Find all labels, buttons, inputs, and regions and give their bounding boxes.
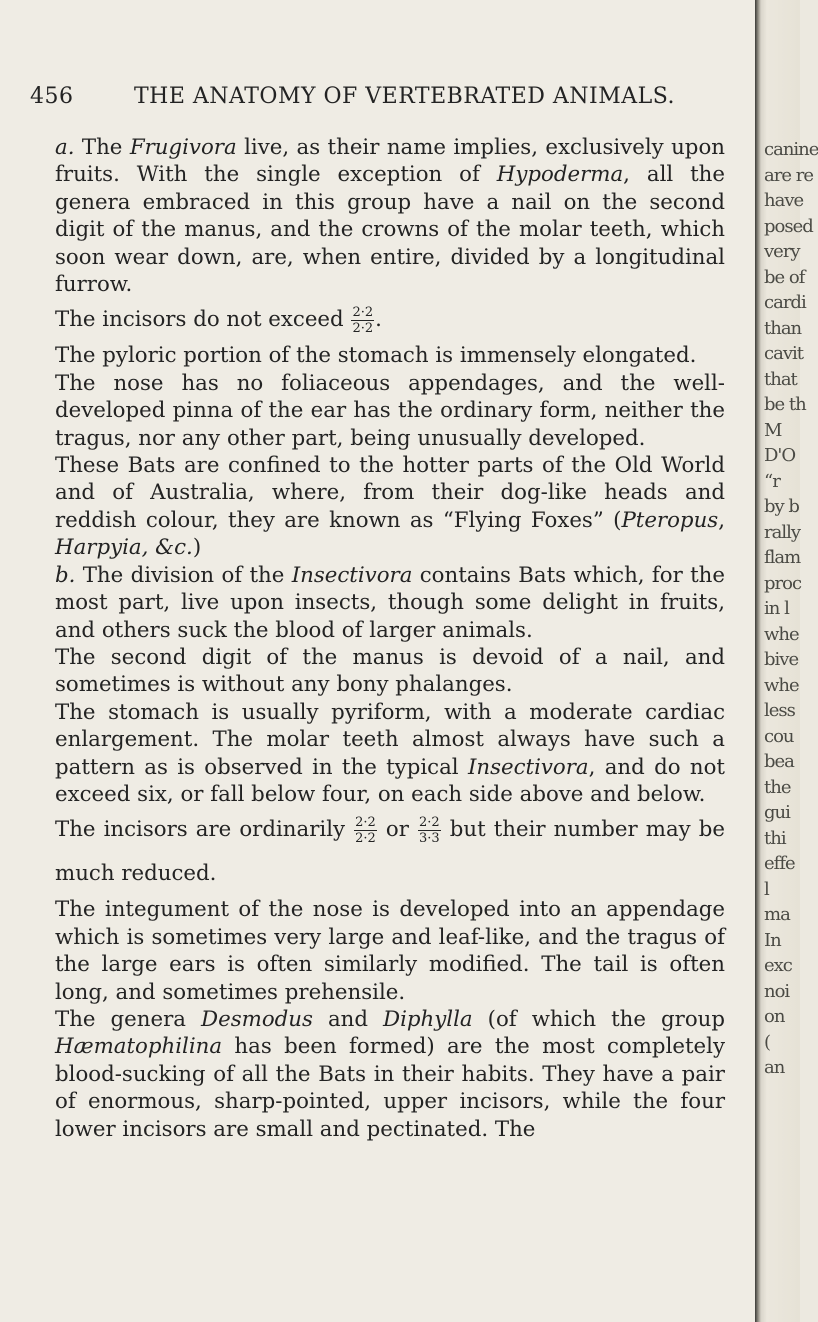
fraction-numerator: 2·2: [355, 815, 376, 831]
text-run: The genera: [55, 1006, 202, 1032]
fraction-numerator: 2·2: [418, 815, 440, 831]
facing-page-fragment: bea: [764, 751, 794, 772]
paragraph-incisor-formula: [55, 298, 725, 342]
dental-fraction: [351, 306, 374, 335]
text-run: The incisors do not exceed: [55, 307, 351, 333]
facing-page-fragment: proc: [764, 572, 802, 594]
facing-page-fragment: be of: [764, 266, 805, 288]
facing-page-fragment: cou: [764, 725, 794, 747]
facing-page-fragment: noi: [764, 980, 790, 1002]
taxon-diphylla: Diphylla: [383, 1006, 473, 1032]
facing-page-fragment: an: [764, 1057, 785, 1078]
text-run: has been formed) are the most completely blood-sucking of all the Bats in their habits. They have a pair of enormous, sharp-pointed, upper incisors, while the four lower incisors are small and pectinated. The: [55, 1034, 725, 1142]
facing-page-fragment: that: [764, 368, 797, 390]
paragraph-stomach: [55, 699, 725, 809]
taxon-pteropus: Pteropus: [621, 507, 719, 533]
facing-page-fragment: the: [764, 776, 791, 798]
paragraph-pyloric: The pyloric portion of the stomach is immensely elongated.: [55, 343, 697, 369]
facing-page-fragment: In: [764, 929, 781, 951]
taxon-haematophilina: Hæmatophilina: [55, 1034, 223, 1060]
facing-page-fragment: less: [764, 700, 795, 721]
text-run: The division of the: [75, 562, 292, 588]
facing-page-fragment: cardi: [764, 292, 806, 313]
paragraph-distribution: [55, 452, 725, 562]
text-run: or: [377, 817, 417, 843]
facing-page-fragment: D'O: [764, 445, 796, 466]
text-run: The stomach is usually pyriform, with a moderate cardiac enlargement. The molar teeth almost always have such a pattern as is observed in the typical: [55, 699, 725, 780]
body-text: [55, 134, 725, 1143]
section-letter-b: b.: [55, 562, 76, 588]
facing-page-fragment: l: [764, 878, 769, 900]
text-run: The incisors are ordinarily: [55, 817, 354, 843]
taxon-desmodus: Desmodus: [201, 1006, 313, 1032]
running-title: THE ANATOMY OF VERTEBRATED ANIMALS.: [134, 84, 676, 109]
facing-page-fragment: very: [764, 241, 800, 262]
facing-page-fragment: thi: [764, 827, 786, 849]
facing-page-fragment: by b: [764, 496, 799, 517]
fraction-numerator: 2·2: [352, 305, 374, 321]
text-run: These Bats are confined to the hotter parts of the Old World and of Australia, where, from their dog-like heads and reddish colour, they are known as “Flying Foxes”: [55, 453, 725, 533]
facing-page-fragment: than: [764, 317, 802, 339]
facing-page-fragment: are re: [764, 164, 813, 186]
facing-page-fragment: whe: [764, 674, 799, 696]
fraction-denominator: 2·2: [352, 321, 374, 337]
text-run: ,: [718, 507, 725, 533]
taxon-hypoderma: Hypoderma: [496, 162, 624, 188]
text-run: .: [375, 307, 382, 333]
facing-page-fragment: bive: [764, 649, 799, 670]
page-number: 456: [30, 84, 74, 109]
taxon-insectivora-2: Insectivora: [467, 754, 589, 780]
facing-page-fragment: gui: [764, 802, 790, 823]
facing-page-fragment: whe: [764, 623, 799, 645]
facing-page-fragment: cavit: [764, 343, 803, 364]
facing-page-fragment: (: [764, 1031, 771, 1053]
taxon-harpyia: Harpyia: [55, 535, 142, 561]
facing-page-fragment: have: [764, 190, 804, 211]
text-run: , &c.: [141, 535, 193, 561]
paragraph-blood-sucking: [55, 1006, 725, 1143]
text-run: contains Bats which, for the most part, live upon insects, though some delight in fruits, and others suck the blood of larger animals.: [55, 562, 725, 643]
section-letter-a: a.: [55, 135, 75, 160]
facing-page-fragment: “r: [764, 470, 780, 492]
paragraph-frugivora: [55, 134, 725, 298]
text-run: and: [312, 1006, 384, 1032]
fraction-denominator: 3·3: [418, 831, 440, 847]
dental-fraction-alt: [418, 816, 441, 845]
facing-page-fragment: exc: [764, 955, 792, 976]
facing-page-fragment: posed: [764, 215, 813, 237]
facing-page-fragment: ma: [764, 904, 790, 925]
facing-page-edge: [755, 0, 818, 1322]
facing-page-fragment: effe: [764, 853, 795, 874]
facing-page-fragment: M: [764, 419, 782, 441]
text-run: (of which the group: [472, 1006, 726, 1032]
facing-page-fragment: be th: [764, 394, 806, 415]
facing-page-fragment: canine: [764, 139, 818, 160]
text-run: live, as their name implies, exclusively upon fruits. With the single exception of: [55, 135, 725, 188]
taxon-insectivora: Insectivora: [291, 562, 413, 588]
facing-page-fragment: flam: [764, 547, 801, 568]
paragraph-nose: The nose has no foliaceous appendages, and the well-developed pinna of the ear has the ordinary form, neither the tragus, nor any other part, being unusually developed.: [55, 370, 725, 451]
text-run: , all the genera embraced in this group have a nail on the second digit of the manus, and the crowns of the molar teeth, which soon wear down, are, when entire, divided by a longitudinal furrow.: [55, 162, 725, 298]
running-head: [30, 84, 730, 114]
paragraph-integument: The integument of the nose is developed into an appendage which is sometimes very large and leaf-like, and the tragus of the large ears is often similarly modified. The tail is often long, and sometimes prehensile.: [55, 897, 725, 1005]
text-run: The: [74, 135, 130, 160]
fraction-denominator: 2·2: [355, 831, 376, 847]
facing-page-fragment: rally: [764, 521, 801, 543]
taxon-frugivora: Frugivora: [129, 135, 237, 160]
paragraph-insectivora: [55, 562, 725, 644]
facing-page-fragment: on: [764, 1006, 785, 1027]
dental-fraction: [354, 816, 377, 845]
text-run: ): [192, 535, 202, 561]
facing-page-fragment: in l: [764, 598, 789, 619]
paragraph-manus: The second digit of the manus is devoid of a nail, and sometimes is without any bony phalanges.: [55, 644, 725, 698]
text-run: (: [613, 507, 622, 533]
text-run: but their number may be much reduced.: [55, 817, 725, 887]
paragraph-incisors: [55, 808, 725, 896]
text-run: , and do not exceed six, or fall below four, on each side above and below.: [55, 754, 725, 807]
